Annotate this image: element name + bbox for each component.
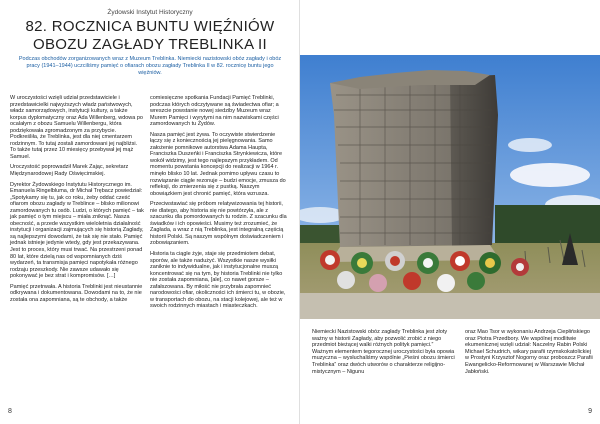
page-number-right: 9: [588, 408, 592, 415]
paragraph: comiesięczne spotkania Fundacji Pamięć Treblinki, podczas których odczytywane są świadectwa ofiar; a wreszcie powstanie nowej siedziby Muzeum wraz Murem Pamięci i wyrytymi na nim nazwiskami części zamordowanych tu Żydów.: [150, 95, 279, 128]
paragraph: Przeciwstawiać się próbom relatywizowania tej historii, nie dlatego, aby historia się nie powtórzyła, ale z szacunku dla pomordowanych tu rodzin. Z szacunku dla świadków i ich opowieści. Musimy też zrozumieć, że Zagłada, a wraz z nią Treblinka, jest integralną częścią historii Polski. Są naszym wspólnym doświadczeniem i zobowiązaniem.: [150, 201, 287, 247]
photo-caption-1: Niemiecki Nazistowski obóz zagłady Treblinka jest złoty ważny w historii Zagłady, aby pozwolić zrobić z niego przedmiot bieżącej walki różnych polityk pamięci.” Ważnym elementem tegorocznej uroczystości była opowia muzyczna – wysłuchaliśmy wspólnie „Pieśni obozu śmierci Treblinka” oraz dwóch utworów o charakterze religijno-mistycznym – Nigunu: [312, 329, 455, 375]
text-column-2: [150, 95, 288, 314]
page-number-left: 8: [8, 408, 12, 415]
paragraph: Uroczystość poprowadził Marek Zając, sekretarz Międzynarodowej Rady Oświęcimskiej.: [10, 164, 129, 178]
paragraph: Pamięć przetrwała. A historia Treblinki jest nieustannie odkrywana i dokumentowana. Dowodami na to, że nie została ona zapomniana, są te obchody, a także: [10, 283, 143, 303]
photo-caption-2: oraz Mao Tsor w wykonaniu Andrzeja Ciepłińskiego oraz Piotra Przedbory. We wspólnej modlitwie ekumenicznej wzięli udział: Naczelny Rabin Polski Michael Schudrich, wikary parafii rzymskokatolickiej w Prostyni Krzysztof Nogorny oraz proboszcz Parafii Ewangelicko-Reformowanej w Warszawie Michał Jabłoński.: [465, 329, 593, 375]
text-column-1: [10, 95, 144, 307]
title-line-2: OBOZU ZAGŁADY TREBLINKA II: [33, 36, 267, 53]
paragraph: W uroczystości wzięli udział przedstawiciele i przedstawicielki najwyższych władz państwowych, władz samorządowych, instytucji kultury, a także korpus dyplomatyczny oraz Ada Willenberg, wdowa po ocalałym z obozu Samuelu Willenbergu, która podziękowała zgromadzonym za przybycie. Podkreśliła, że Treblinka, jest dla niej cmentarzem rodzinnym. To tutaj zostali zamordowani jej najbliżsi. To także tutaj przez 10 miesięcy przebywał jej mąż Samuel.: [10, 95, 143, 160]
paragraph: Dyrektor Żydowskiego Instytutu Historycznego im. Emanuela Ringelbluma, dr Michał Trębacz powiedział: „Spotykamy się tu, jak co roku, żeby oddać cześć ofiarom obozu zagłady w Treblince – blisko milionowi zamordowanych tu osób. Ludzi, o których pamięć – tak jak pamięć o tym miejscu – miała zniknąć. Nasza obecność, a przede wszystkim wieloletnia działalność instytucji i organizacji zajmujących się historią Zagłady, są najlepszymi dowodami, że tak się nie stało. Pamięć jednak istnieje jedynie wtedy, gdy jest przekazywana. Jest to proces, który musi trwać. Na przestrzeni ponad 80 lat, które dzielą nas od wspomnianych dziś wydarzeń, ta transmisja pamięci napotykała różnego rodzaju przeszkody. Nie zawsze udawało się pokonywać je bez strat i kompromisów. […]: [10, 181, 144, 280]
lead-paragraph: Podczas obchodów zorganizowanych wraz z Muzeum Treblinka. Niemiecki nazistowski obóz zagłady i obóz pracy (1941–1944) uczciliśmy pamięć o ofiarach obozu zagłady Treblinka II w 82. rocznicę buntu jego więźniów.: [18, 56, 282, 77]
paragraph: Historia ta ciągle żyje, staje się przedmiotem debat, sporów, ale także nadużyć. Wszystkie nasze wysiłki zaniknie to indywidualne, jak i instytucjonalne muszą koncentrować się na tym, by historia Treblinki nie tylko nie została zapomniana, [ale], co nawet gorsze – zafałszowana. By miłość nie przybrała zapomnieć narodowości ofiar, okoliczności ich śmierci tu, w obozie, w transportach do obozu, na stacji kolejowej, ale też w swoich rodzinnych miastach i miasteczkach.: [150, 251, 286, 310]
right-page: [300, 0, 600, 424]
institution-name: Żydowski Instytut Historyczny: [107, 9, 193, 16]
paragraph: Nasza pamięć jest żywa. To oczywiste stwierdzenie łączy się z koniecznością jej pielęgnowania. Samo założenie pomnikowe autorstwa Adama Haupta, Franciszka Duszeńki i Franciszka Strynkiewicza, które wokół widzimy, jest tego najlepszym przykładem. Od momentu powstania koncepcji do realizacji w 1964 r. minęło blisko 10 lat. Jednak pomimo upływu czasu to rozwiązanie ciągle rezonuje – budzi emocje, zmusza do refleksji, do zmierzenia się z pustką. Naszym obowiązkiem jest chronić pamięć, która wzrusza.: [150, 131, 286, 197]
page-title: [12, 18, 288, 54]
memorial-photo: [300, 55, 600, 319]
title-line-1: 82. ROCZNICA BUNTU WIĘŹNIÓW: [25, 18, 275, 35]
memorial-photo-image: [300, 55, 600, 319]
